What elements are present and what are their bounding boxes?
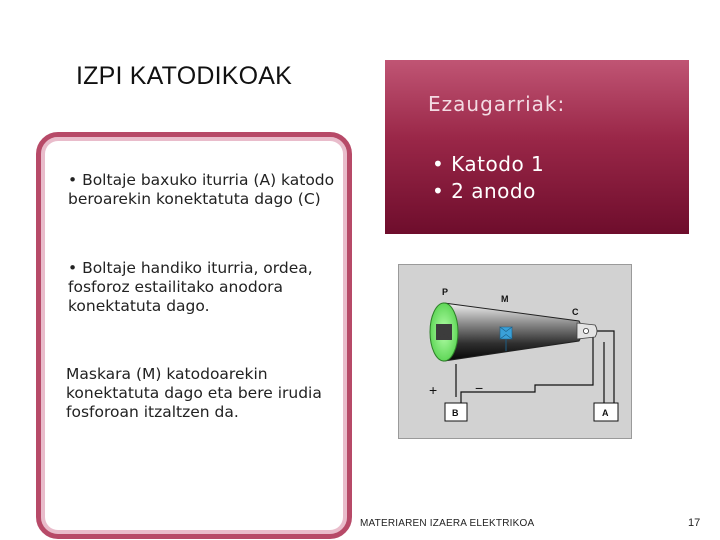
page-number: 17 xyxy=(688,517,701,529)
tube-body xyxy=(444,303,582,361)
features-box xyxy=(385,60,689,234)
feature-item-cathode: • Katodo 1 xyxy=(432,152,545,176)
bullet-high-voltage-source: • Boltaje handiko iturria, ordea, fosforoz estailitako anodora konektatuta dago. xyxy=(68,259,313,315)
label-minus: − xyxy=(475,380,484,396)
crt-diagram-svg xyxy=(399,265,631,438)
label-m: M xyxy=(501,294,509,304)
feature-item-anodes: • 2 anodo xyxy=(432,179,536,203)
footer-text: MATERIAREN IZAERA ELEKTRIKOA xyxy=(360,518,535,529)
cathode-ray-tube-diagram xyxy=(398,264,632,439)
label-c: C xyxy=(572,307,579,317)
label-a: A xyxy=(602,408,609,418)
wire-cathode-right xyxy=(581,331,614,405)
label-b: B xyxy=(452,408,459,418)
slide-title: IZPI KATODIKOAK xyxy=(76,62,293,90)
mask-cross-icon xyxy=(500,327,512,339)
features-title: Ezaugarriak: xyxy=(428,92,566,116)
features-list xyxy=(432,151,544,205)
mask-shadow-icon xyxy=(436,324,452,340)
label-plus: + xyxy=(429,382,438,398)
cathode-dot xyxy=(583,328,588,333)
mask-description: Maskara (M) katodoarekin konektatuta dago eta bere irudia fosforoan itzaltzen da. xyxy=(66,365,322,421)
label-p: P xyxy=(442,287,449,297)
bullet-low-voltage-source: • Boltaje baxuko iturria (A) katodo beroarekin konektatuta dago (C) xyxy=(68,171,335,208)
